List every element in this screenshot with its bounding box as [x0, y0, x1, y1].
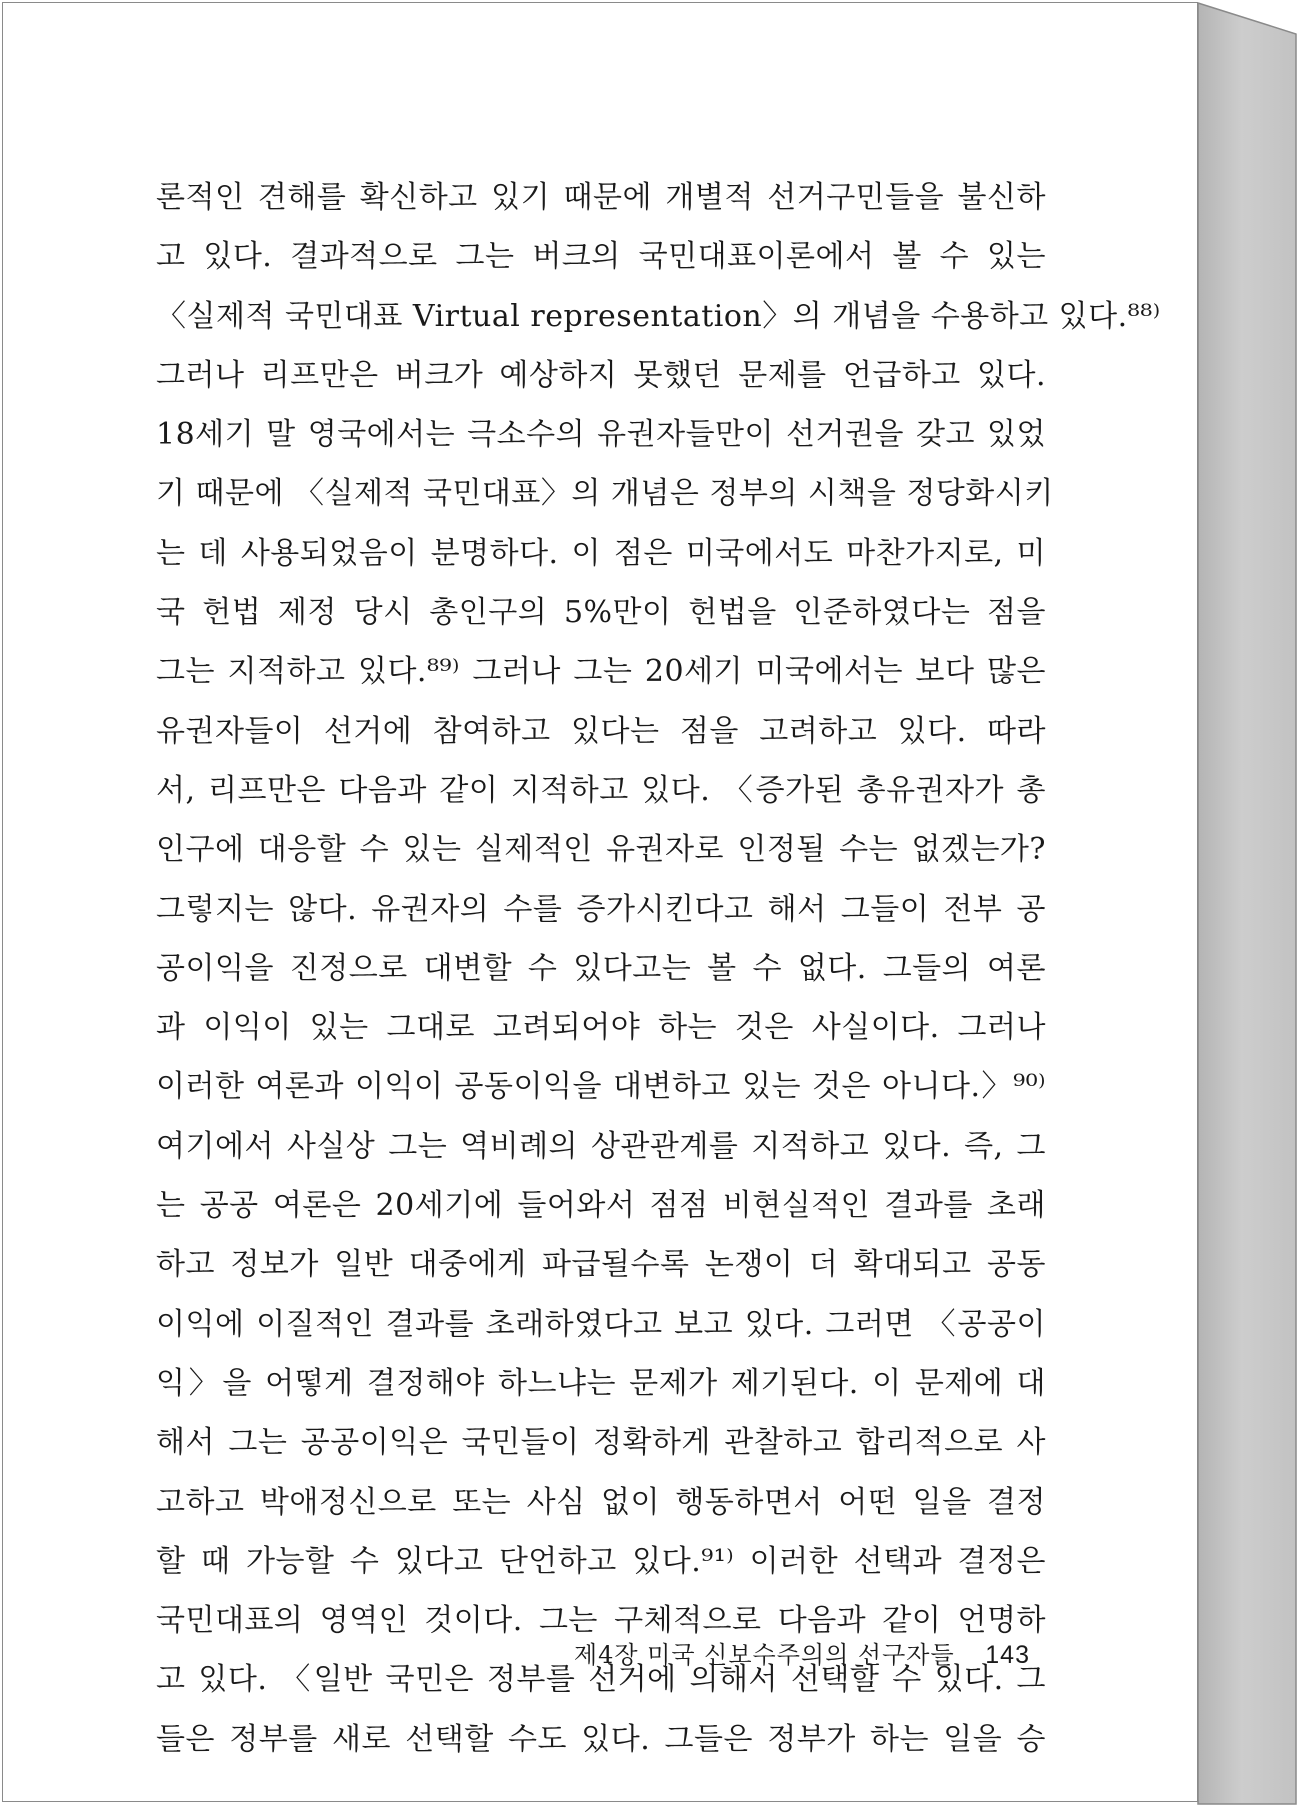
text-line: 해서 그는 공공이익은 국민들이 정확하게 관찰하고 합리적으로 사	[156, 1425, 1046, 1461]
running-header-chapter: 제4장 미국 신보수주의의 선구자들	[573, 1641, 955, 1669]
text-line: 18세기 말 영국에서는 극소수의 유권자들만이 선거권을 갖고 있었	[156, 417, 1046, 453]
text-line: 하고 정보가 일반 대중에게 파급될수록 논쟁이 더 확대되고 공동	[156, 1247, 1046, 1283]
text-line: 는 데 사용되었음이 분명하다. 이 점은 미국에서도 마찬가지로, 미	[156, 535, 1046, 571]
page-number: 143	[985, 1641, 1030, 1669]
text-line: 그렇지는 않다. 유권자의 수를 증가시킨다고 해서 그들이 전부 공	[156, 891, 1046, 927]
text-line: 는 공공 여론은 20세기에 들어와서 점점 비현실적인 결과를 초래	[156, 1188, 1046, 1224]
text-line: 인구에 대응할 수 있는 실제적인 유권자로 인정될 수는 없겠는가?	[156, 832, 1046, 868]
text-line: 서, 리프만은 다음과 같이 지적하고 있다. 〈증가된 총유권자가 총	[156, 772, 1046, 808]
text-line: 이러한 여론과 이익이 공동이익을 대변하고 있는 것은 아니다.〉⁹⁰⁾	[156, 1069, 1046, 1105]
text-line: 고 있다. 결과적으로 그는 버크의 국민대표이론에서 볼 수 있는	[156, 239, 1046, 275]
body-text	[156, 168, 1161, 1769]
text-line: 고하고 박애정신으로 또는 사심 없이 행동하면서 어떤 일을 결정	[156, 1484, 1046, 1520]
text-line: 론적인 견해를 확신하고 있기 때문에 개별적 선거구민들을 불신하	[156, 180, 1046, 215]
text-line: 그러나 리프만은 버크가 예상하지 못했던 문제를 언급하고 있다.	[156, 357, 1046, 393]
text-line: 국민대표의 영역인 것이다. 그는 구체적으로 다음과 같이 언명하	[156, 1603, 1046, 1639]
text-line: 그는 지적하고 있다.⁸⁹⁾ 그러나 그는 20세기 미국에서는 보다 많은	[156, 654, 1046, 690]
text-line: 들은 정부를 새로 선택할 수도 있다. 그들은 정부가 하는 일을 승	[156, 1721, 1046, 1757]
text-line: 과 이익이 있는 그대로 고려되어야 하는 것은 사실이다. 그러나	[156, 1010, 1046, 1046]
text-line: 공이익을 진정으로 대변할 수 있다고는 볼 수 없다. 그들의 여론	[156, 950, 1046, 986]
text-line: 이익에 이질적인 결과를 초래하였다고 보고 있다. 그러면 〈공공이	[156, 1306, 1046, 1342]
book-side-edge	[1198, 3, 1296, 1804]
text-line: 기 때문에 〈실제적 국민대표〉의 개념은 정부의 시책을 정당화시키	[156, 476, 1054, 512]
text-line: 할 때 가능할 수 있다고 단언하고 있다.⁹¹⁾ 이러한 선택과 결정은	[156, 1543, 1046, 1579]
text-line: 고 있다. 〈일반 국민은 정부를 선거에 의해서 선택할 수 있다. 그	[156, 1662, 1046, 1698]
text-line: 유권자들이 선거에 참여하고 있다는 점을 고려하고 있다. 따라	[156, 713, 1046, 749]
text-line: 〈실제적 국민대표 Virtual representation〉의 개념을 수용하고 있다.⁸⁸⁾	[156, 298, 1161, 334]
text-line: 익〉을 어떻게 결정해야 하느냐는 문제가 제기된다. 이 문제에 대	[156, 1365, 1046, 1401]
page-footer	[560, 1635, 1030, 1670]
text-line: 여기에서 사실상 그는 역비례의 상관관계를 지적하고 있다. 즉, 그	[156, 1128, 1046, 1164]
text-line: 국 헌법 제정 당시 총인구의 5%만이 헌법을 인준하였다는 점을	[156, 595, 1046, 631]
